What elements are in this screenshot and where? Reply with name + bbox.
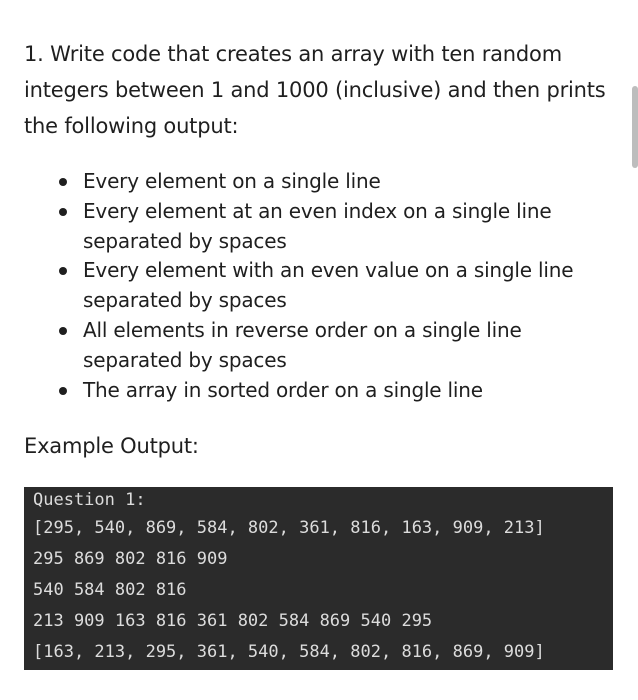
code-line: 295 869 802 816 909 (33, 549, 228, 569)
code-line: Question 1: (33, 490, 146, 510)
question-text: 1. Write code that creates an array with ten random integers between 1 and 1000 (inclusive) and then prints the following output: (24, 42, 606, 138)
bullet-icon (59, 327, 67, 335)
list-item (56, 167, 606, 197)
list-item-text: The array in sorted order on a single line (83, 377, 483, 402)
list-item (56, 256, 606, 316)
vertical-scrollbar[interactable] (632, 86, 638, 168)
bullet-icon (59, 178, 67, 186)
list-item (56, 197, 606, 257)
code-output-block (24, 487, 613, 670)
bullet-icon (59, 387, 67, 395)
bullet-icon (59, 208, 67, 216)
list-item-text: Every element on a single line (83, 169, 381, 193)
example-output-label: Example Output: (24, 434, 199, 458)
code-line: [163, 213, 295, 361, 540, 584, 802, 816, 869, 909] (33, 642, 545, 662)
requirements-list (56, 167, 606, 405)
list-item-text: All elements in reverse order on a single line separated by spaces (83, 317, 522, 372)
list-item (56, 376, 606, 406)
code-line: 213 909 163 816 361 802 584 869 540 295 (33, 611, 433, 631)
code-line: 540 584 802 816 (33, 580, 187, 600)
list-item (56, 316, 606, 376)
code-line: [295, 540, 869, 584, 802, 361, 816, 163, 909, 213] (33, 518, 545, 538)
list-item-text: Every element with an even value on a single line separated by spaces (83, 258, 574, 313)
bullet-icon (59, 267, 67, 275)
list-item-text: Every element at an even index on a single line separated by spaces (83, 198, 552, 253)
